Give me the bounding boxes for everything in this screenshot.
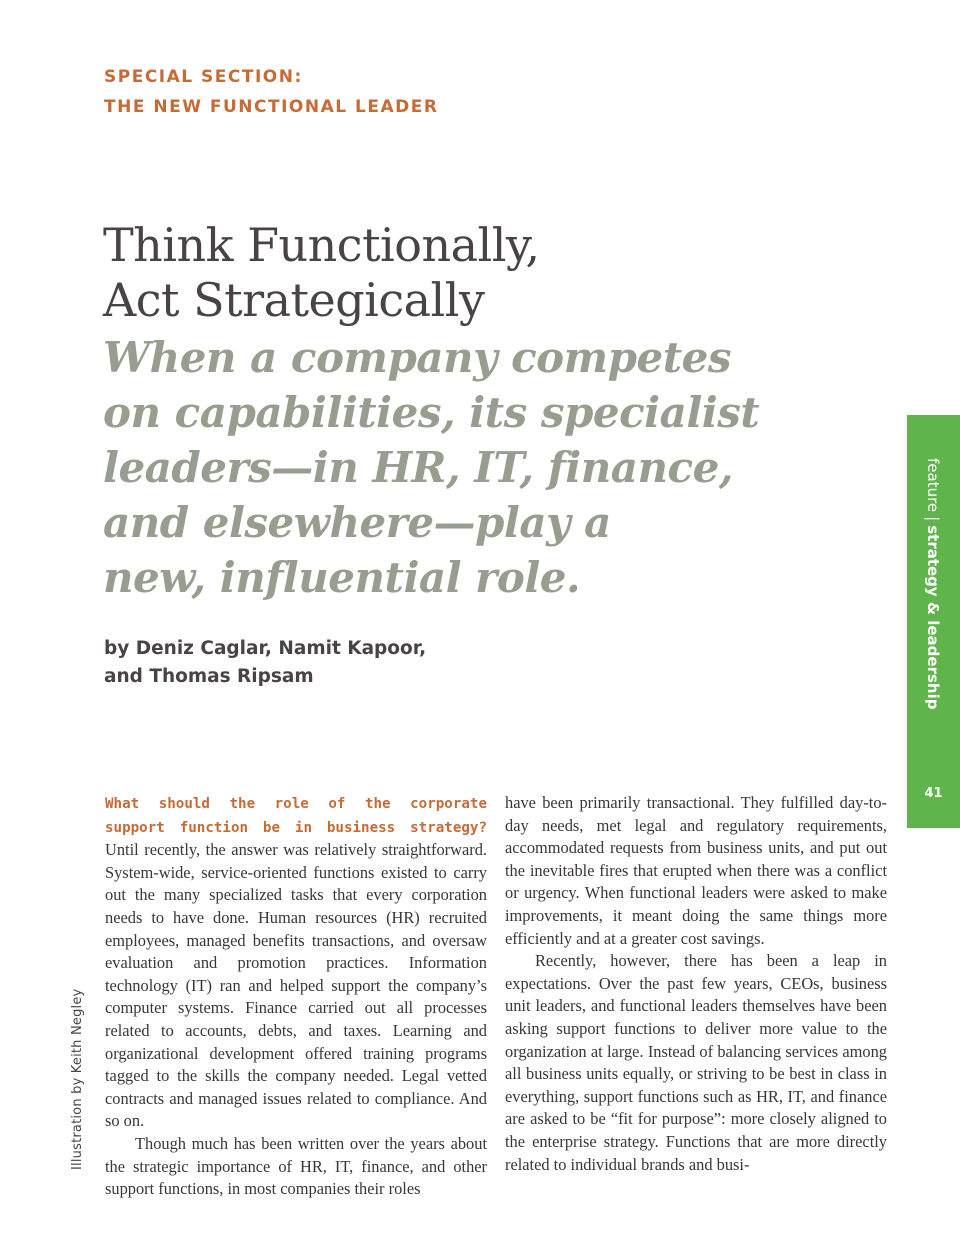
deck-line: on capabilities, its specialist	[103, 388, 760, 437]
side-tab-label	[924, 458, 942, 709]
body-paragraph: have been primarily transactional. They fulfilled day-to-day needs, met legal and regulatory requirements, accommodated requests from business units, and put out the inevitable fires that erupted when there was a conflict or urgency. When functional leaders were asked to make improvements, it meant doing the same things more efficiently and at a greater cost savings.	[505, 793, 887, 948]
title-line: Act Strategically	[103, 273, 485, 327]
body-paragraph	[105, 792, 487, 1133]
section-label: SPECIAL SECTION:	[104, 67, 303, 87]
article-title	[103, 218, 539, 328]
body-paragraph: Recently, however, there has been a leap in expectations. Over the past few years, CEOs, business unit leaders, and functional leaders themselves have been asking support functions to deliver more value to the organization at large. Instead of balancing services among all business units equally, or striving to be best in class in everything, support functions such as HR, IT, and finance are asked to be “fit for purpose”: more closely aligned to the enterprise strategy. Functions that are more directly related to individual brands and busi-	[505, 951, 887, 1174]
feature-label: feature	[924, 458, 942, 513]
deck-line: and elsewhere—play a	[103, 498, 611, 547]
author-byline	[104, 635, 426, 691]
body-column-left	[105, 792, 487, 1201]
page-number: 41	[924, 786, 943, 801]
illustration-credit: Illustration by Keith Negley	[70, 988, 85, 1170]
deck-line: When a company competes	[103, 333, 731, 382]
byline-line: by Deniz Caglar, Namit Kapoor,	[104, 638, 427, 659]
body-paragraph: Though much has been written over the years about the strategic importance of HR, IT, finance, and other support functions, in most companies their roles	[105, 1133, 487, 1199]
body-column-right	[505, 792, 887, 1176]
article-deck	[103, 330, 803, 605]
deck-line: new, influential role.	[103, 553, 581, 602]
tab-separator: |	[924, 516, 942, 522]
section-kicker	[104, 62, 438, 122]
byline-line: and Thomas Ripsam	[104, 666, 314, 687]
deck-line: leaders—in HR, IT, finance,	[103, 443, 733, 492]
section-title: THE NEW FUNCTIONAL LEADER	[104, 97, 439, 117]
lead-in-question: What should the role of the corporate support function be in business strategy?	[105, 796, 487, 836]
title-line: Think Functionally,	[103, 218, 540, 272]
paragraph-text: Until recently, the answer was relatively straightforward. System-wide, service-oriented functions existed to carry out the many specialized tasks that every corporation needs to have done. Human resources (HR) recruited employees, managed benefits transactions, and oversaw evaluation and promotion practices. Information technology (IT) ran and helped support the company’s computer systems. Finance carried out all processes related to accounts, debts, and taxes. Learning and organizational development offered training programs tagged to the skills the company needed. Legal vetted contracts and managed issues related to compliance. And so on.	[105, 840, 487, 1131]
category-label: strategy & leadership	[924, 525, 942, 710]
